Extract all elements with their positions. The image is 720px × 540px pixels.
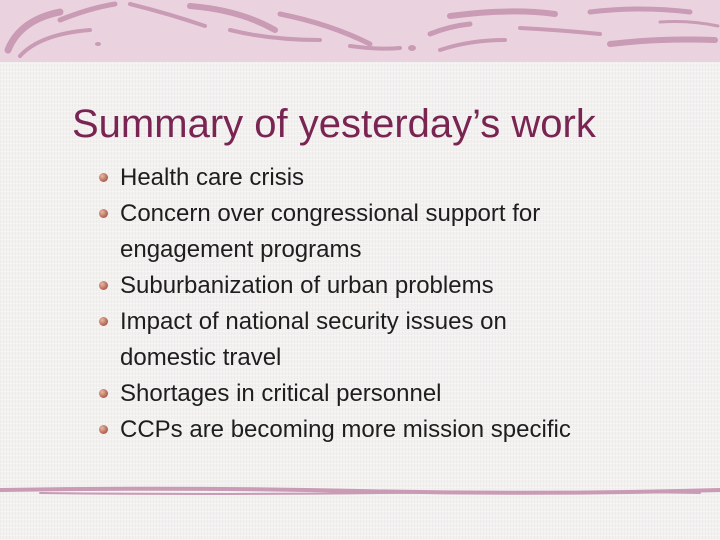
brush-strokes-decoration <box>0 0 720 62</box>
bullet-icon <box>99 425 108 434</box>
bullet-text: Health care crisis <box>120 164 305 191</box>
bullet-icon <box>99 173 108 182</box>
bullet-item <box>98 268 698 304</box>
decorative-bottom-rule <box>0 484 720 498</box>
bullet-text: CCPs are becoming more mission specific <box>120 416 571 443</box>
bullet-text: Suburbanization of urban problems <box>120 272 494 299</box>
bullet-item <box>98 412 698 448</box>
bullet-list <box>98 160 698 448</box>
bullet-text: Impact of national security issues on <box>120 308 507 335</box>
bullet-text-continued: domestic travel <box>120 344 282 371</box>
bullet-text-continued: engagement programs <box>120 236 362 263</box>
decorative-header-band <box>0 0 720 62</box>
bullet-item <box>98 196 698 268</box>
bullet-text: Shortages in critical personnel <box>120 380 442 407</box>
bullet-item <box>98 160 698 196</box>
bullet-icon <box>99 317 108 326</box>
bullet-icon <box>99 281 108 290</box>
bullet-item <box>98 376 698 412</box>
brush-line-decoration <box>0 484 720 498</box>
bullet-icon <box>99 209 108 218</box>
bullet-text: Concern over congressional support for <box>120 200 541 227</box>
slide-title: Summary of yesterday’s work <box>72 102 596 146</box>
bullet-icon <box>99 389 108 398</box>
bullet-item <box>98 304 698 376</box>
